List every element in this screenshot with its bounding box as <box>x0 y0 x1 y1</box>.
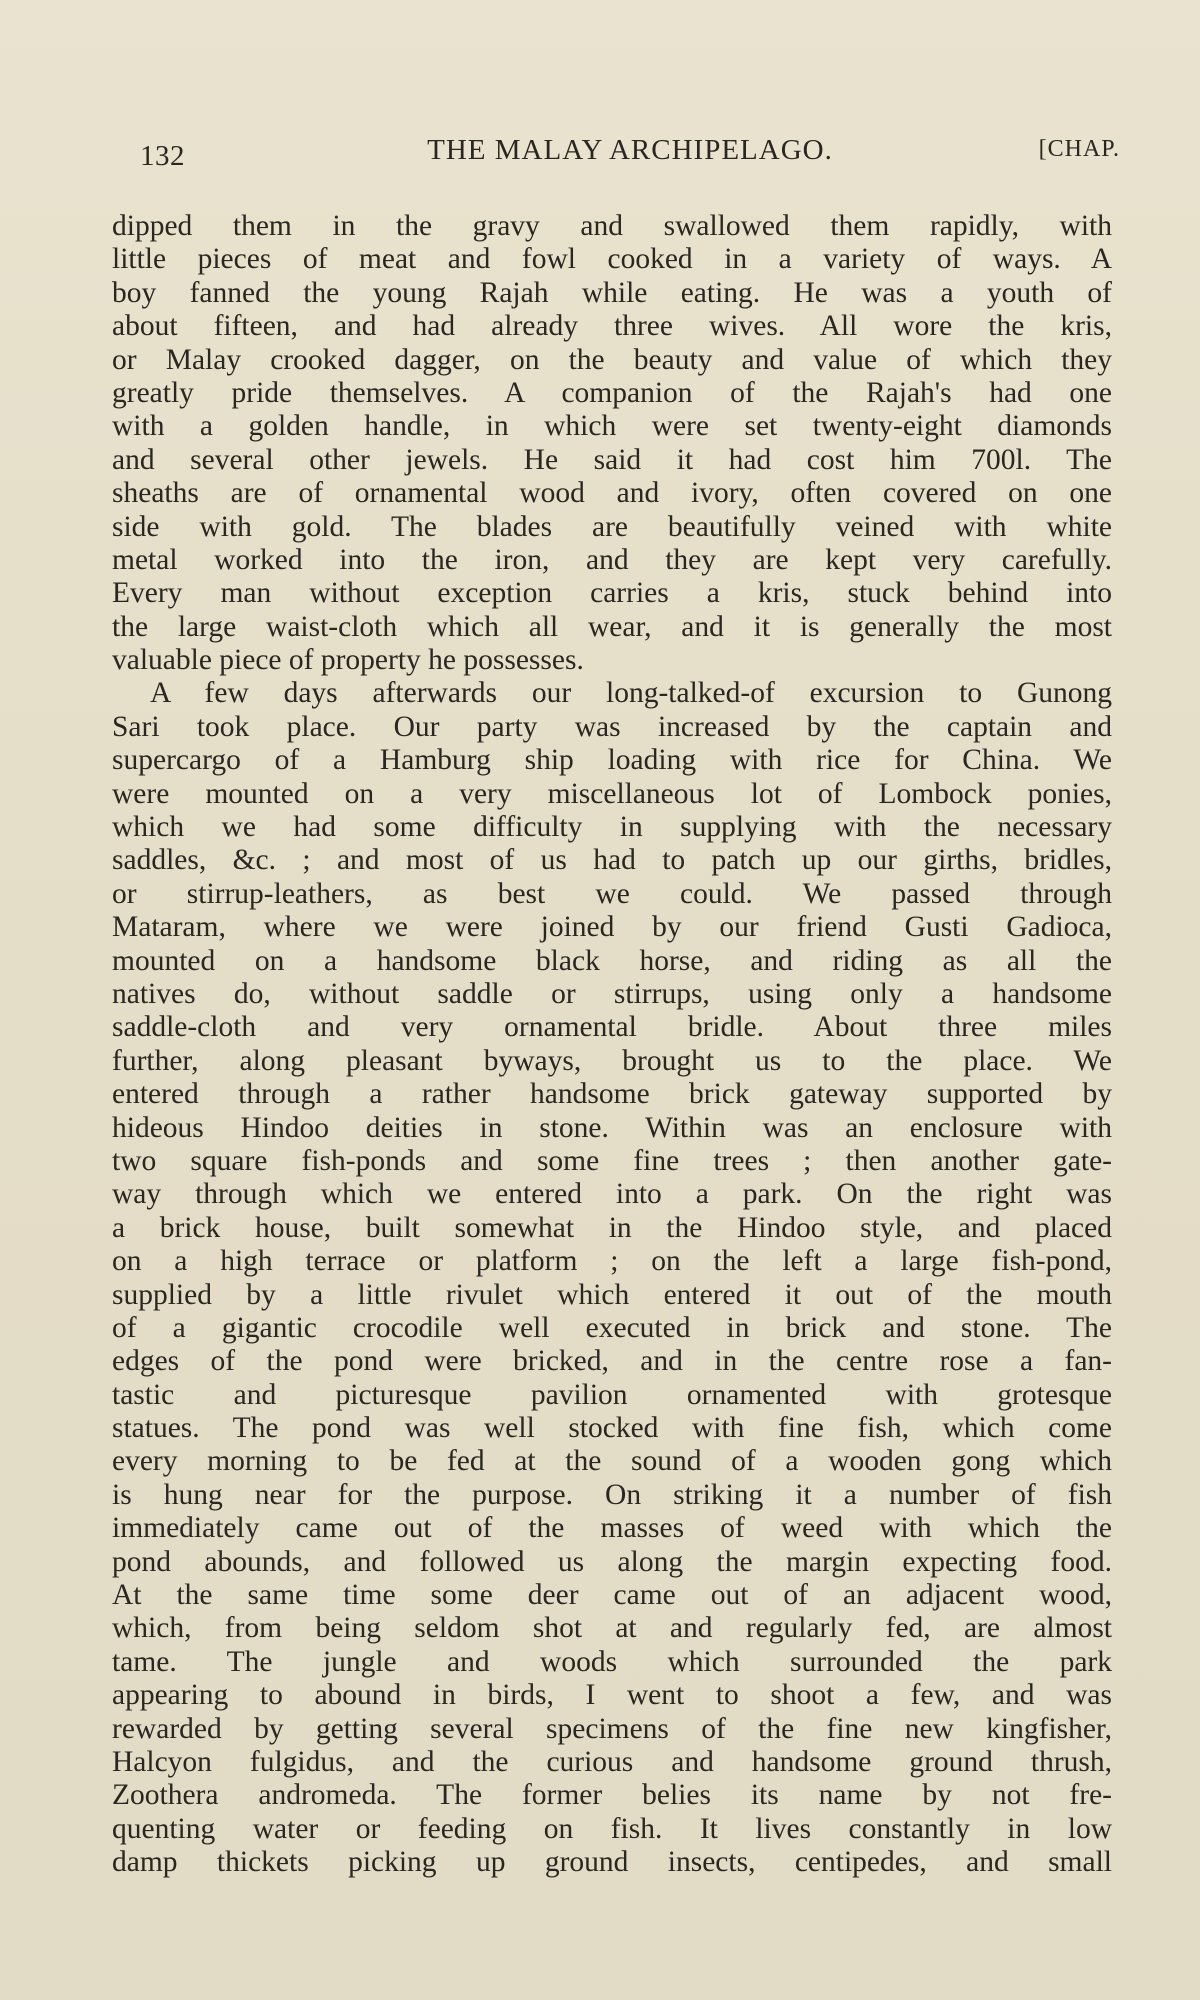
text-line: Every man without exception carries a kris, stuck behind into <box>112 577 1112 610</box>
text-line: Sari took place. Our party was increased by the captain and <box>112 710 1112 743</box>
text-line: little pieces of meat and fowl cooked in a variety of ways. A <box>112 243 1112 276</box>
text-line: appearing to abound in birds, I went to shoot a few, and was <box>112 1679 1112 1712</box>
text-line: Zoothera andromeda. The former belies its name by not fre- <box>112 1779 1112 1812</box>
text-line: which we had some difficulty in supplying with the necessary <box>112 811 1112 844</box>
page-number: 132 <box>140 140 185 172</box>
text-line: hideous Hindoo deities in stone. Within was an enclosure with <box>112 1111 1112 1144</box>
text-line: about fifteen, and had already three wives. All wore the kris, <box>112 310 1112 343</box>
text-line: valuable piece of property he possesses. <box>112 644 584 677</box>
text-line: two square fish-ponds and some fine trees ; then another gate- <box>112 1144 1112 1177</box>
text-line: or Malay crooked dagger, on the beauty and value of which they <box>112 343 1112 376</box>
text-line: on a high terrace or platform ; on the left a large fish-pond, <box>112 1245 1112 1278</box>
text-line: sheaths are of ornamental wood and ivory, often covered on one <box>112 477 1112 510</box>
chapter-mark: [CHAP. <box>1038 136 1120 162</box>
text-line: greatly pride themselves. A companion of the Rajah's had one <box>112 376 1112 409</box>
text-line: with a golden handle, in which were set twenty-eight diamonds <box>112 410 1112 443</box>
text-line: supercargo of a Hamburg ship loading with rice for China. We <box>112 744 1112 777</box>
text-line: edges of the pond were bricked, and in the centre rose a fan- <box>112 1345 1112 1378</box>
text-line: tame. The jungle and woods which surrounded the park <box>112 1645 1112 1678</box>
text-line: metal worked into the iron, and they are kept very carefully. <box>112 543 1112 576</box>
text-line: saddles, &c. ; and most of us had to patch up our girths, bridles, <box>112 844 1112 877</box>
body-text <box>112 210 1112 1880</box>
text-line: is hung near for the purpose. On striking it a number of fish <box>112 1478 1112 1511</box>
text-line: supplied by a little rivulet which entered it out of the mouth <box>112 1278 1112 1311</box>
text-line: rewarded by getting several specimens of the fine new kingfisher, <box>112 1712 1112 1745</box>
text-line: immediately came out of the masses of weed with which the <box>112 1512 1112 1545</box>
text-line: or stirrup-leathers, as best we could. We passed through <box>112 877 1112 910</box>
text-line: were mounted on a very miscellaneous lot of Lombock ponies, <box>112 777 1112 810</box>
text-line: way through which we entered into a park. On the right was <box>112 1178 1112 1211</box>
text-line: A few days afterwards our long-talked-of excursion to Gunong <box>150 677 1112 710</box>
text-line: saddle-cloth and very ornamental bridle. About three miles <box>112 1011 1112 1044</box>
text-line: tastic and picturesque pavilion ornamented with grotesque <box>112 1378 1112 1411</box>
text-line: quenting water or feeding on fish. It lives constantly in low <box>112 1812 1112 1845</box>
text-line: and several other jewels. He said it had cost him 700l. The <box>112 443 1112 476</box>
text-line: mounted on a handsome black horse, and riding as all the <box>112 944 1112 977</box>
text-line: pond abounds, and followed us along the margin expecting food. <box>112 1545 1112 1578</box>
page-header <box>140 130 1120 170</box>
text-line: boy fanned the young Rajah while eating. He was a youth of <box>112 276 1112 309</box>
text-line: further, along pleasant byways, brought us to the place. We <box>112 1044 1112 1077</box>
text-line: damp thickets picking up ground insects, centipedes, and small <box>112 1846 1112 1879</box>
text-line: Mataram, where we were joined by our friend Gusti Gadioca, <box>112 911 1112 944</box>
text-line: Halcyon fulgidus, and the curious and handsome ground thrush, <box>112 1745 1112 1778</box>
text-line: natives do, without saddle or stirrups, using only a handsome <box>112 977 1112 1010</box>
text-line: the large waist-cloth which all wear, and it is generally the most <box>112 610 1112 643</box>
text-line: entered through a rather handsome brick gateway supported by <box>112 1078 1112 1111</box>
text-line: dipped them in the gravy and swallowed them rapidly, with <box>112 210 1112 242</box>
text-line: At the same time some deer came out of an adjacent wood, <box>112 1579 1112 1612</box>
text-line: which, from being seldom shot at and regularly fed, are almost <box>112 1612 1112 1645</box>
text-line: a brick house, built somewhat in the Hindoo style, and placed <box>112 1211 1112 1244</box>
text-line: of a gigantic crocodile well executed in brick and stone. The <box>112 1311 1112 1344</box>
text-line: every morning to be fed at the sound of a wooden gong which <box>112 1445 1112 1478</box>
text-line: side with gold. The blades are beautifully veined with white <box>112 510 1112 543</box>
running-head: THE MALAY ARCHIPELAGO. <box>427 134 833 166</box>
text-line: statues. The pond was well stocked with fine fish, which come <box>112 1412 1112 1445</box>
